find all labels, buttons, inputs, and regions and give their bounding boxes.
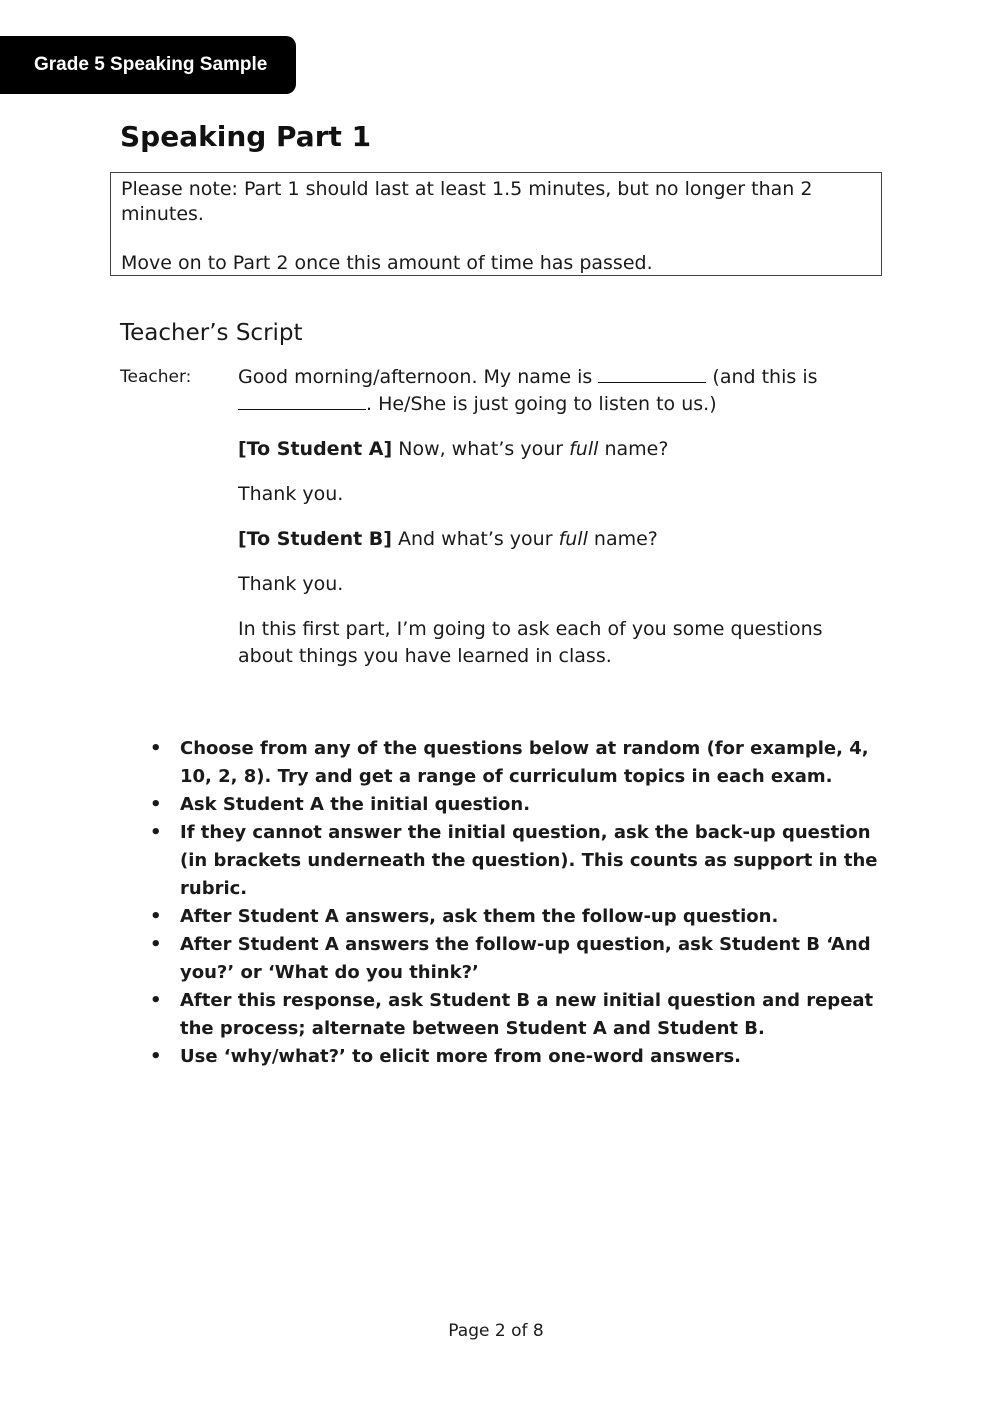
student-b-text-end: name?	[587, 528, 658, 550]
move-on-note-text: Move on to Part 2 once this amount of time has passed.	[121, 252, 653, 274]
instruction-list	[150, 735, 880, 1071]
speaker-label: Teacher:	[120, 367, 192, 387]
instruction-item: • Use ‘why/what?’ to elicit more from one-word answers.	[150, 1043, 880, 1071]
thanks-line-2: Thank you.	[238, 573, 344, 595]
instruction-item: • If they cannot answer the initial question, ask the back-up question (in brackets underneath the question). This counts as support in the rubric.	[150, 819, 880, 903]
instruction-item: • Choose from any of the questions below at random (for example, 4, 10, 2, 8). Try and get a range of curriculum topics in each exam.	[150, 735, 880, 791]
grade-tab: Grade 5 Speaking Sample	[0, 36, 296, 94]
teacher-dialog	[238, 364, 858, 688]
thanks-line-1: Thank you.	[238, 483, 344, 505]
timing-note-text: Please note: Part 1 should last at least 1.5 minutes, but no longer than 2 minutes.	[121, 178, 813, 225]
instruction-item: • Ask Student A the initial question.	[150, 791, 880, 819]
student-a-text: Now, what’s your	[392, 438, 570, 460]
greeting-line	[238, 364, 858, 418]
greeting-text-2: (and this is	[712, 366, 818, 388]
page-number: Page 2 of 8	[448, 1321, 544, 1341]
closing-line: In this first part, I’m going to ask each of you some questions about things you have learned in class.	[238, 618, 823, 667]
observer-name-blank	[238, 391, 366, 410]
student-a-tag: [To Student A]	[238, 438, 393, 460]
student-a-emphasis: full	[569, 438, 599, 460]
instruction-item: • After Student A answers the follow-up question, ask Student B ‘And you?’ or ‘What do you think?’	[150, 931, 880, 987]
greeting-text-3: . He/She is just going to listen to us.)	[366, 393, 717, 415]
student-a-prompt	[238, 436, 858, 463]
student-b-text: And what’s your	[391, 528, 559, 550]
instruction-item: • After Student A answers, ask them the follow-up question.	[150, 903, 880, 931]
student-b-emphasis: full	[558, 528, 588, 550]
greeting-text: Good morning/afternoon. My name is	[238, 366, 593, 388]
student-a-text-end: name?	[598, 438, 669, 460]
timing-note-box	[110, 172, 882, 276]
script-heading: Teacher’s Script	[120, 320, 303, 346]
instruction-item: • After this response, ask Student B a new initial question and repeat the process; alternate between Student A and Student B.	[150, 987, 880, 1043]
page-title: Speaking Part 1	[120, 120, 372, 153]
teacher-name-blank	[598, 364, 706, 383]
student-b-tag: [To Student B]	[238, 528, 392, 550]
student-b-prompt	[238, 526, 858, 553]
